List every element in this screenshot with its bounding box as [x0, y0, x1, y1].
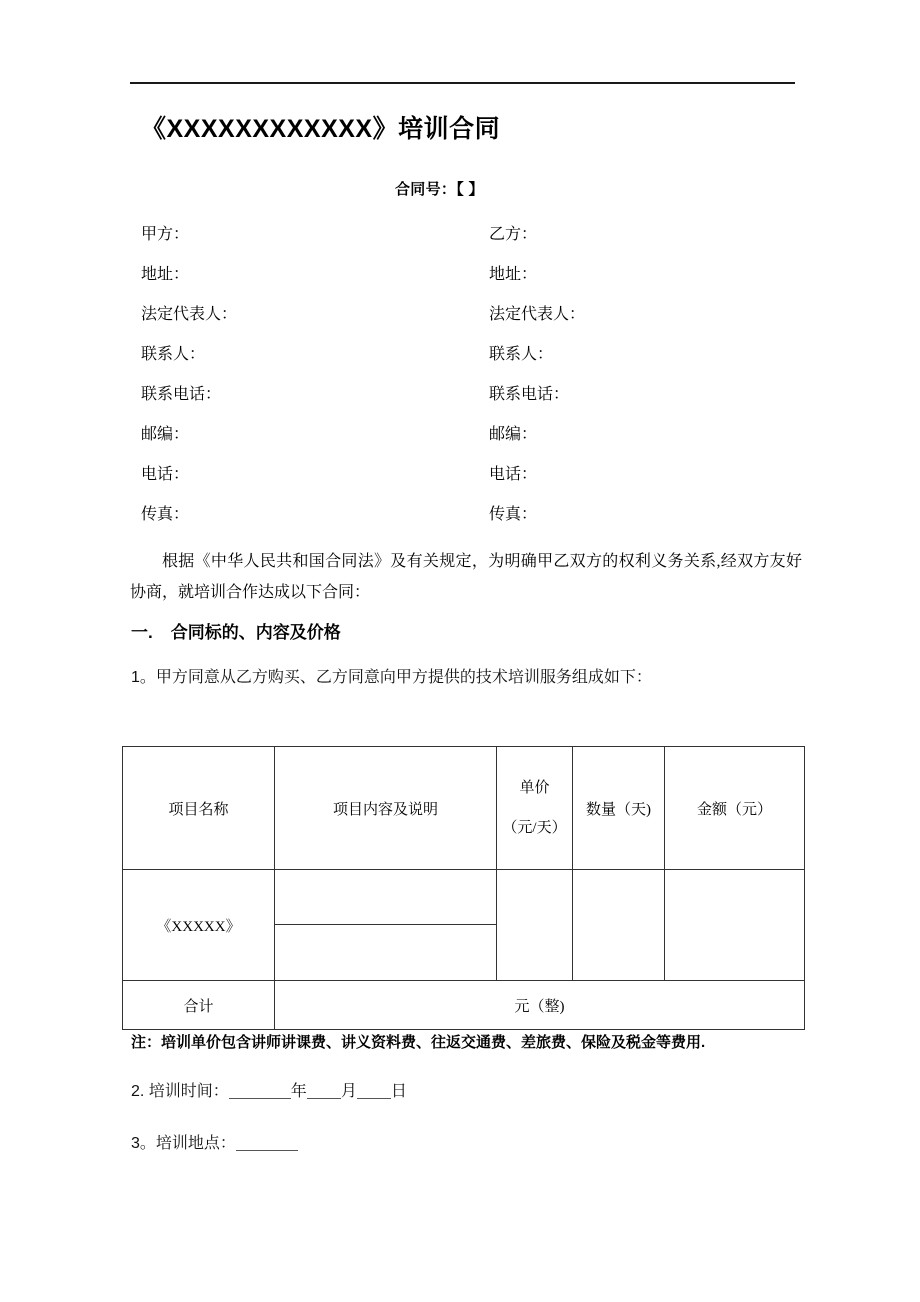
contract-number-label: 合同号：【 】 — [395, 181, 484, 198]
party-row — [0, 381, 920, 421]
table-total-row — [123, 981, 805, 1030]
cell-project-name[interactable]: 《XXXXX》 — [123, 870, 275, 981]
party-b-label-name: 乙方： — [489, 226, 538, 243]
party-a-label-address: 地址： — [141, 266, 190, 283]
table-header-quantity: 数量（天) — [573, 747, 665, 870]
training-time-label: 2. 培训时间： — [131, 1083, 229, 1100]
parties-block — [0, 221, 920, 541]
page-title: 《XXXXXXXXXXXX》培训合同 — [141, 115, 501, 143]
training-day-unit: 日 — [390, 1083, 407, 1100]
table-header-unit-price — [497, 747, 573, 870]
cell-project-content-upper[interactable] — [275, 870, 496, 925]
party-b-label-address: 地址： — [489, 266, 538, 283]
cell-quantity[interactable] — [573, 870, 665, 981]
training-year-unit: 年 — [290, 1083, 307, 1100]
party-b-label-legal-rep: 法定代表人： — [489, 306, 586, 323]
table-header-amount: 金额（元） — [665, 747, 805, 870]
party-b-label-phone: 电话： — [489, 466, 538, 483]
section-heading-one — [131, 618, 341, 643]
clause-item-3 — [131, 1130, 298, 1153]
total-label: 合计 — [123, 981, 275, 1030]
cell-amount[interactable] — [665, 870, 805, 981]
party-b-label-postcode: 邮编： — [489, 426, 538, 443]
table-header-project-name: 项目名称 — [123, 747, 275, 870]
table-note: 注：培训单价包含讲师讲课费、讲义资料费、往返交通费、差旅费、保险及税金等费用. — [131, 1034, 706, 1051]
training-month-blank[interactable] — [307, 1098, 341, 1099]
table-row — [123, 870, 805, 981]
cell-unit-price[interactable] — [497, 870, 573, 981]
party-row — [0, 341, 920, 381]
training-month-unit: 月 — [340, 1083, 357, 1100]
unit-price-line1: 单价 — [519, 779, 550, 796]
party-a-label-name: 甲方： — [141, 226, 190, 243]
party-a-label-contact-phone: 联系电话： — [141, 386, 222, 403]
section-title: 合同标的、内容及价格 — [170, 623, 341, 642]
party-b-label-contact: 联系人： — [489, 346, 554, 363]
cell-project-content[interactable] — [275, 870, 497, 981]
party-a-label-fax: 传真： — [141, 506, 190, 523]
party-a-label-contact: 联系人： — [141, 346, 206, 363]
party-row — [0, 501, 920, 541]
training-day-blank[interactable] — [357, 1098, 391, 1099]
training-location-label: 3。培训地点： — [131, 1135, 236, 1152]
party-row — [0, 421, 920, 461]
training-year-blank[interactable] — [229, 1098, 291, 1099]
total-value[interactable]: 元（整) — [275, 981, 805, 1030]
unit-price-line2: （元/天） — [502, 820, 567, 836]
party-row — [0, 221, 920, 261]
party-a-label-postcode: 邮编： — [141, 426, 190, 443]
table-header-project-content: 项目内容及说明 — [275, 747, 497, 870]
cell-project-content-lower[interactable] — [275, 925, 496, 980]
header-rule — [130, 82, 795, 84]
party-b-label-contact-phone: 联系电话： — [489, 386, 570, 403]
training-location-blank[interactable] — [236, 1150, 298, 1151]
preamble-paragraph: 根据《中华人民共和国合同法》及有关规定，为明确甲乙双方的权利义务关系,经双方友好协商，就培训合作达成以下合同： — [130, 553, 802, 601]
party-a-label-legal-rep: 法定代表人： — [141, 306, 238, 323]
section-number: 一. — [131, 623, 153, 642]
party-row — [0, 461, 920, 501]
party-a-label-phone: 电话： — [141, 466, 190, 483]
table-header-row — [123, 747, 805, 870]
party-row — [0, 301, 920, 341]
clause-item-2 — [131, 1078, 407, 1101]
party-b-label-fax: 传真： — [489, 506, 538, 523]
price-table — [122, 746, 805, 1030]
party-row — [0, 261, 920, 301]
clause-item-1: 1。甲方同意从乙方购买、乙方同意向甲方提供的技术培训服务组成如下： — [131, 669, 652, 686]
